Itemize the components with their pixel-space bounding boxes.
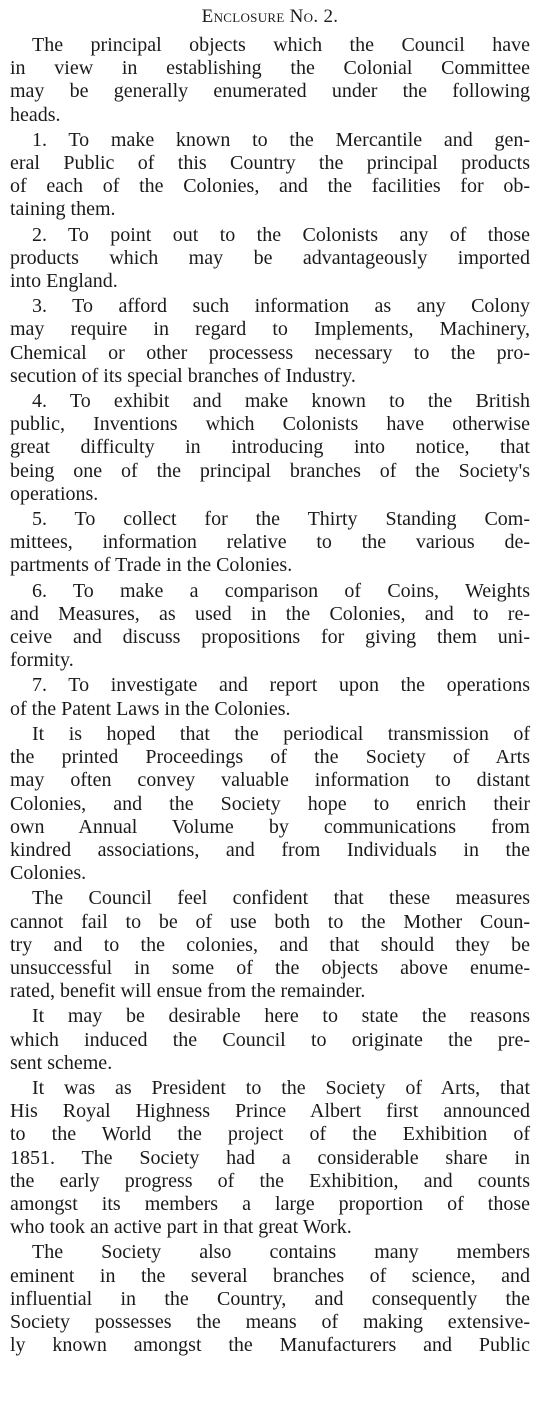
text-line: 6. To make a comparison of Coins, Weights [32,579,530,602]
text-line: His Royal Highness Prince Albert first announced [10,1100,530,1123]
paragraph-item-1 [10,129,530,222]
text-line: the early progress of the Exhibition, and counts [10,1169,530,1192]
text-line: rated, benefit will ensue from the remainder. [10,980,366,1003]
text-line: secution of its special branches of Industry. [10,364,356,387]
text-line: products which may be advantageously imported [10,246,530,269]
text-line: Society possesses the means of making extensive- [10,1310,530,1333]
text-line: cannot fail to be of use both to the Mother Coun- [10,910,530,933]
text-line: the printed Proceedings of the Society of Arts [10,746,530,769]
text-line: may require in regard to Implements, Machinery, [10,318,530,341]
text-line: mittees, information relative to the various de- [10,531,530,554]
text-line: ly known amongst the Manufacturers and Public [10,1334,530,1357]
text-line: 1851. The Society had a considerable share in [10,1146,530,1169]
text-line: 2. To point out to the Colonists any of those [32,223,530,246]
text-line: heads. [10,103,61,126]
paragraph-item-3 [10,295,530,388]
text-line: It was as President to the Society of Arts, that [32,1076,530,1099]
text-line: being one of the principal branches of the Society's [10,459,530,482]
paragraph-hope [10,723,530,885]
text-line: The Society also contains many members [32,1241,530,1264]
text-line: 3. To afford such information as any Colony [32,295,530,318]
text-line: who took an active part in that great Work. [10,1216,352,1239]
text-line: own Annual Volume by communications from [10,815,530,838]
paragraph-president [10,1077,530,1239]
text-line: may often convey valuable information to distant [10,769,530,792]
text-line: 4. To exhibit and make known to the British [32,390,530,413]
text-line: of each of the Colonies, and the facilities for ob- [10,175,530,198]
paragraph-intro [10,34,530,127]
paragraph-confident [10,887,530,1003]
text-line: sent scheme. [10,1051,113,1074]
text-line: influential in the Country, and consequently the [10,1287,530,1310]
text-line: The Council feel confident that these measures [32,887,530,910]
text-line: It may be desirable here to state the reasons [32,1005,530,1028]
text-line: 5. To collect for the Thirty Standing Com- [32,508,530,531]
text-line: to the World the project of the Exhibition of [10,1123,530,1146]
paragraph-item-5 [10,508,530,578]
text-line: may be generally enumerated under the following [10,80,530,103]
text-line: into England. [10,270,118,293]
document-page [10,2,530,1359]
text-line: It is hoped that the periodical transmission of [32,722,530,745]
paragraph-society [10,1241,530,1357]
text-line: Chemical or other processess necessary to the pro- [10,341,530,364]
text-line: kindred associations, and from Individuals in the [10,838,530,861]
enclosure-heading [10,2,530,32]
text-line: operations. [10,482,99,505]
text-line: public, Inventions which Colonists have otherwise [10,413,530,436]
text-line: ceive and discuss propositions for giving them uni- [10,626,530,649]
text-line: try and to the colonies, and that should they be [10,933,530,956]
paragraph-reasons [10,1005,530,1075]
body-text [10,34,530,1357]
text-line: which induced the Council to originate the pre- [10,1028,530,1051]
paragraph-item-6 [10,580,530,673]
paragraph-item-7 [10,674,530,720]
paragraph-item-2 [10,224,530,294]
text-line: in view in establishing the Colonial Committee [10,57,530,80]
text-line: eral Public of this Country the principal products [10,152,530,175]
text-line: 1. To make known to the Mercantile and gen- [32,128,530,151]
heading-text: Enclosure No. 2. [201,6,339,27]
text-line: of the Patent Laws in the Colonies. [10,697,291,720]
text-line: eminent in the several branches of science, and [10,1264,530,1287]
text-line: 7. To investigate and report upon the operations [32,674,530,697]
text-line: The principal objects which the Council have [32,34,530,56]
text-line: unsuccessful in some of the objects above enume- [10,956,530,979]
text-line: Colonies, and the Society hope to enrich their [10,792,530,815]
text-line: partments of Trade in the Colonies. [10,554,293,577]
text-line: formity. [10,649,74,672]
text-line: Colonies. [10,862,87,885]
text-line: taining them. [10,198,116,221]
text-line: amongst its members a large proportion of those [10,1192,530,1215]
text-line: and Measures, as used in the Colonies, and to re- [10,602,530,625]
text-line: great difficulty in introducing into notice, that [10,436,530,459]
paragraph-item-4 [10,390,530,506]
